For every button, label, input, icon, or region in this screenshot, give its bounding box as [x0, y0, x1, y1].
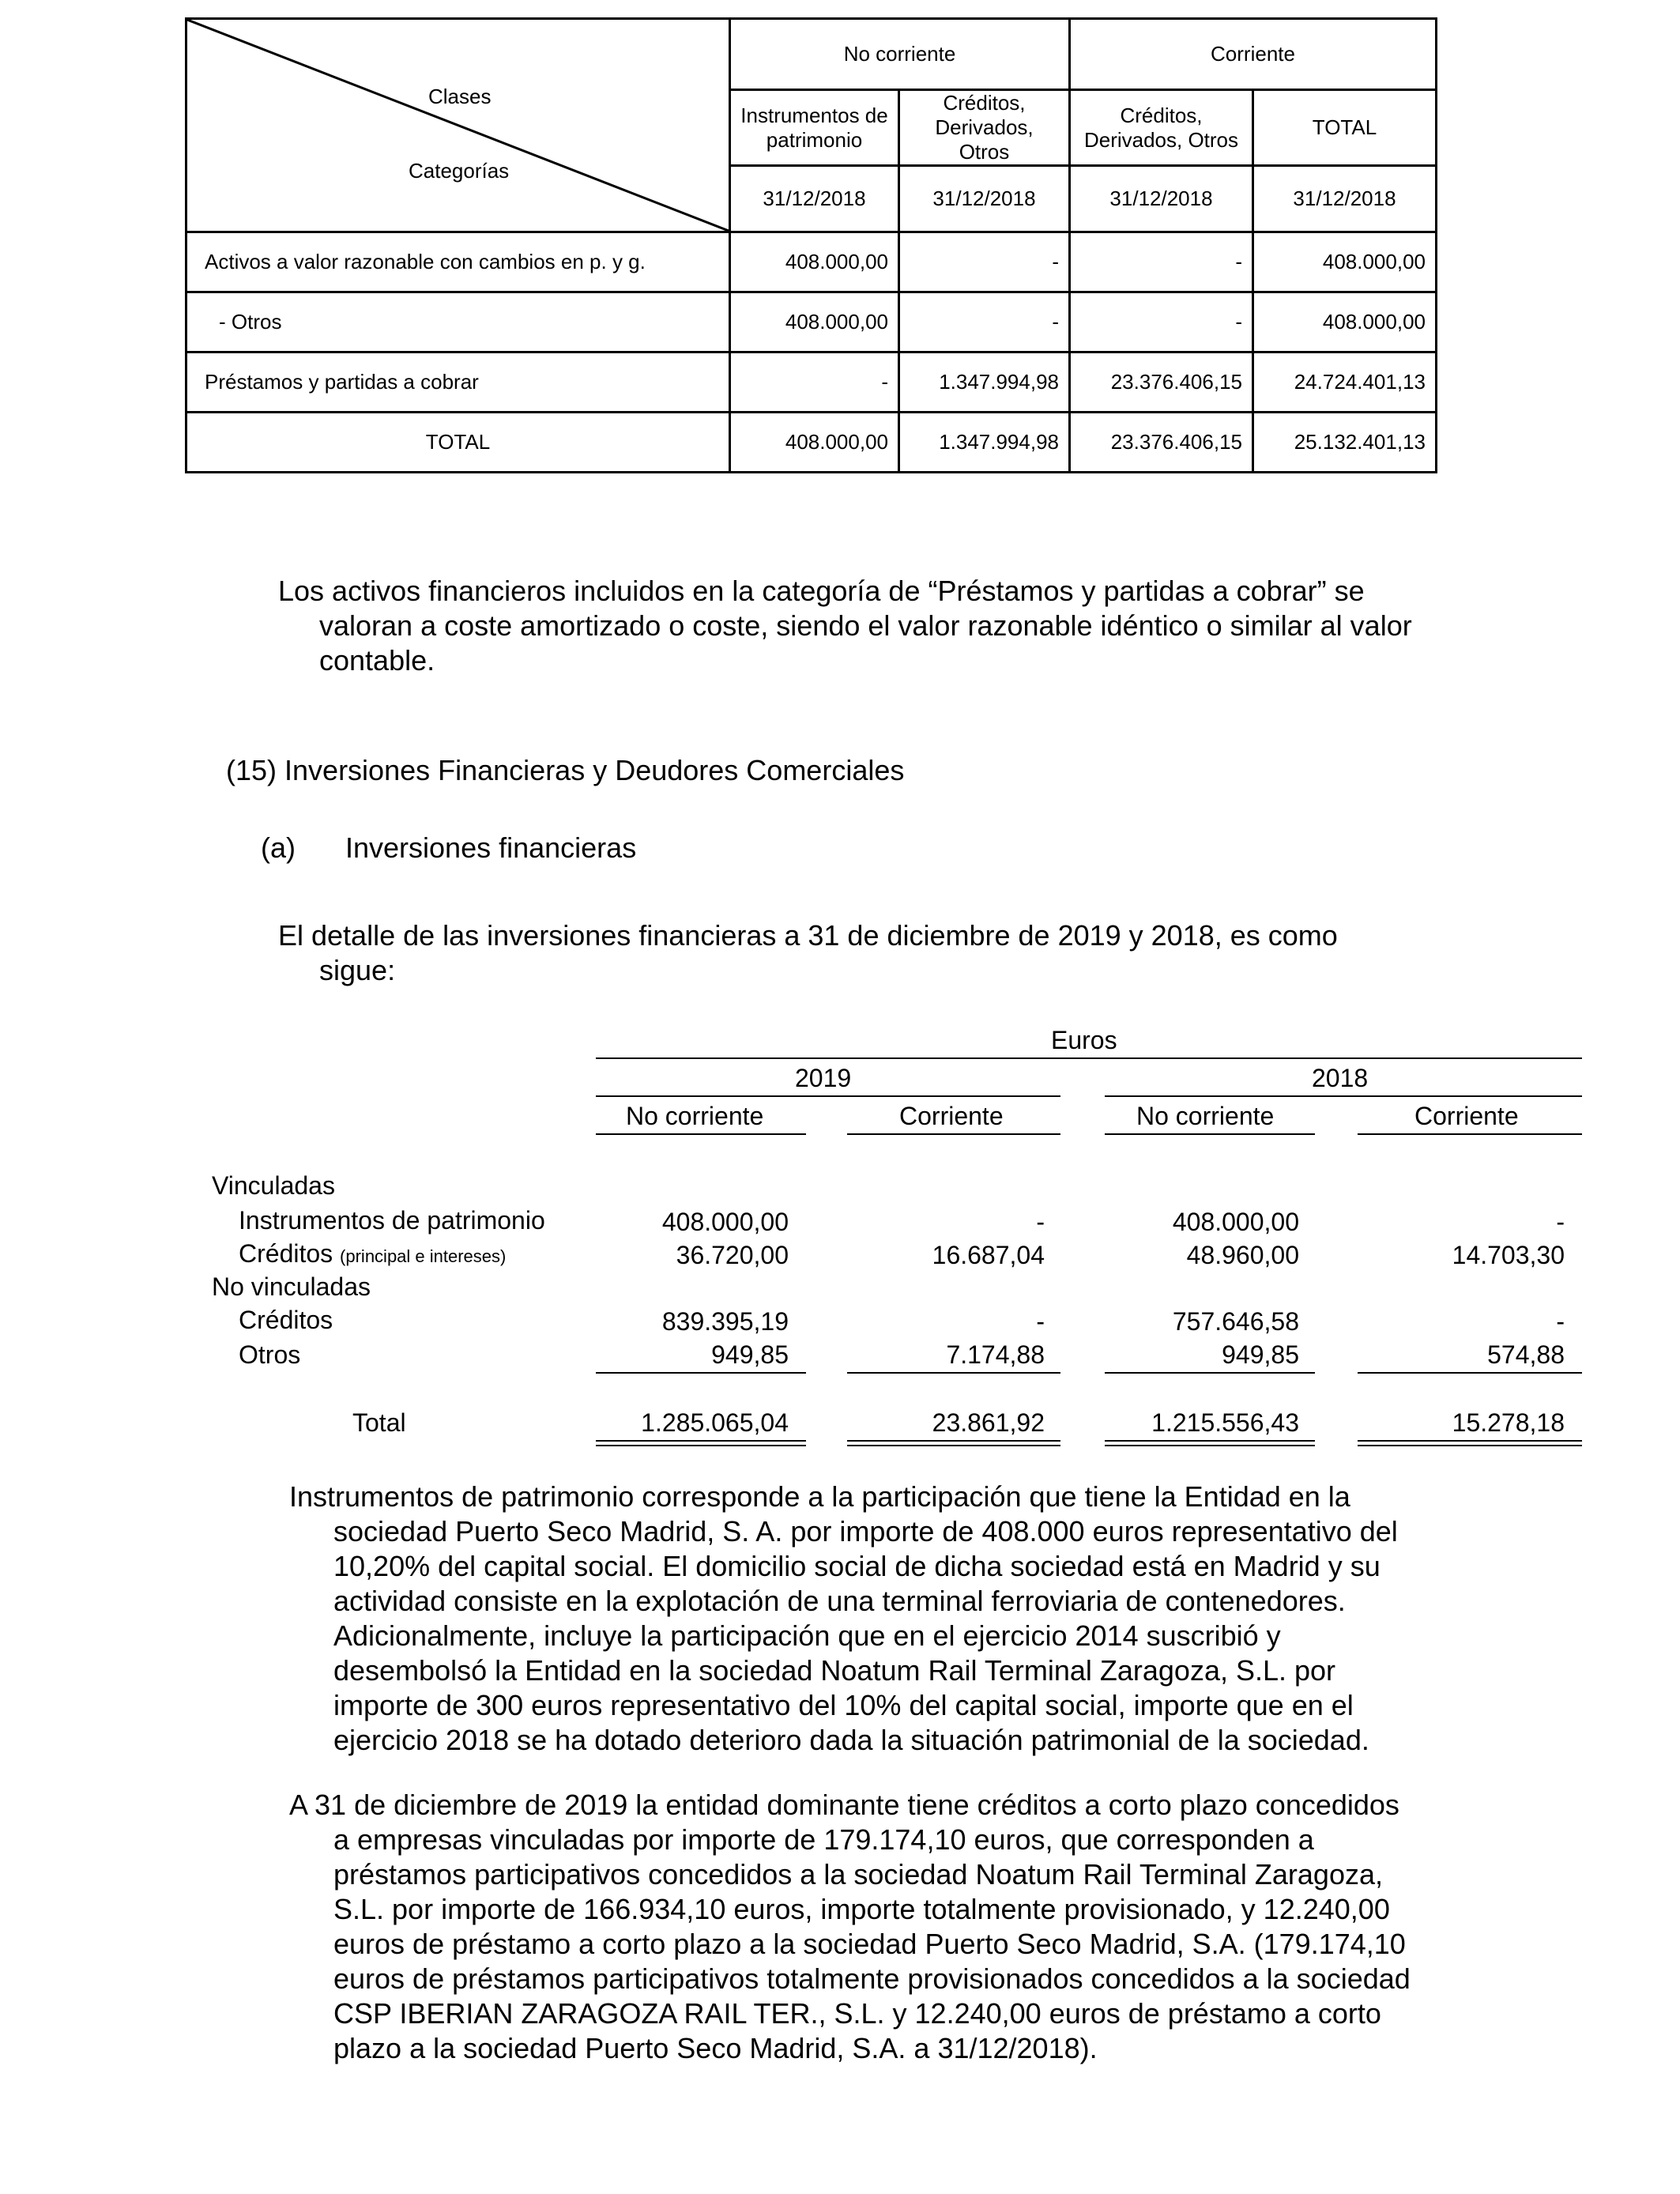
- cell-value: 757.646,58: [1172, 1307, 1299, 1336]
- subheader-rule: [596, 1133, 806, 1135]
- year-rule: [596, 1095, 1060, 1097]
- diag-bottom-label: Categorías: [409, 159, 510, 183]
- diagonal-line: [187, 20, 729, 231]
- subheader: No corriente: [626, 1102, 764, 1130]
- cell-value: 408.000,00: [1172, 1208, 1299, 1236]
- table-row: [186, 292, 1437, 352]
- cell-value: 14.703,30: [1452, 1241, 1565, 1269]
- row-label: Activos a valor razonable con cambios en p. y g.: [186, 232, 730, 292]
- table-row: [186, 232, 1437, 292]
- cell-value: -: [899, 232, 1070, 292]
- group-label: No vinculadas: [212, 1272, 371, 1301]
- paragraph-valuation: [278, 574, 1473, 678]
- subheader-rule: [1105, 1133, 1315, 1135]
- paragraph-line: ejercicio 2018 se ha dotado deterioro dada la situación patrimonial de la sociedad.: [333, 1724, 1369, 1756]
- subtotal-rule: [847, 1372, 1060, 1374]
- subheader-rule: [1358, 1133, 1582, 1135]
- cell-value: 949,85: [1222, 1340, 1299, 1369]
- col-header: Créditos, Derivados, Otros: [899, 90, 1070, 166]
- cell-value: 1.347.994,98: [899, 352, 1070, 413]
- paragraph-line: préstamos participativos concedidos a la sociedad Noatum Rail Terminal Zaragoza,: [333, 1858, 1383, 1891]
- table-total-row: [186, 413, 1437, 473]
- paragraph-line: plazo a la sociedad Puerto Seco Madrid, S.A. a 31/12/2018).: [333, 2032, 1098, 2064]
- total-rule: [1358, 1445, 1582, 1446]
- cell-value: 408.000,00: [1253, 292, 1437, 352]
- col-header: Créditos, Derivados, Otros: [1070, 90, 1253, 166]
- date-header: 31/12/2018: [1253, 166, 1437, 232]
- paragraph-line: euros de préstamos participativos totalmente provisionados concedidos a la sociedad: [333, 1962, 1411, 1995]
- cell-value: -: [1070, 292, 1253, 352]
- cell-value: 36.720,00: [676, 1241, 789, 1269]
- total-rule: [847, 1440, 1060, 1442]
- row-label: TOTAL: [186, 413, 730, 473]
- paragraph-line: sociedad Puerto Seco Madrid, S. A. por importe de 408.000 euros representativo del: [333, 1515, 1398, 1547]
- paragraph-line: valoran a coste amortizado o coste, siendo el valor razonable idéntico o similar al valor: [319, 609, 1412, 642]
- group-no-corriente: No corriente: [730, 19, 1070, 90]
- paragraph-line: 10,20% del capital social. El domicilio social de dicha sociedad está en Madrid y su: [333, 1550, 1381, 1582]
- paragraph-line: El detalle de las inversiones financieras a 31 de diciembre de 2019 y 2018, es como: [278, 919, 1338, 952]
- subheader: Corriente: [1414, 1102, 1519, 1130]
- row-label: Instrumentos de patrimonio: [239, 1206, 545, 1235]
- currency-header: Euros: [1051, 1026, 1117, 1054]
- table-row: [186, 352, 1437, 413]
- cell-value: 949,85: [711, 1340, 789, 1369]
- total-rule: [1105, 1440, 1315, 1442]
- total-rule: [1105, 1445, 1315, 1446]
- cell-value: 7.174,88: [946, 1340, 1045, 1369]
- paragraph-line: Adicionalmente, incluye la participación que en el ejercicio 2014 suscribió y: [333, 1619, 1281, 1652]
- cell-value: 408.000,00: [730, 292, 899, 352]
- paragraph-line: S.L. por importe de 166.934,10 euros, importe totalmente provisionado, y 12.240,00: [333, 1893, 1390, 1925]
- group-corriente: Corriente: [1070, 19, 1437, 90]
- cell-value: 48.960,00: [1186, 1241, 1299, 1269]
- subheader: No corriente: [1136, 1102, 1275, 1130]
- cell-value: 16.687,04: [932, 1241, 1045, 1269]
- row-label-text: Créditos: [239, 1239, 333, 1268]
- subheader: Corriente: [899, 1102, 1004, 1130]
- paragraph-short-term-credits: [289, 1788, 1473, 2066]
- total-rule: [847, 1445, 1060, 1446]
- total-label: Total: [352, 1408, 406, 1437]
- cell-value: -: [1070, 232, 1253, 292]
- cell-value: -: [1036, 1307, 1045, 1336]
- paragraph-line: euros de préstamo a corto plazo a la sociedad Puerto Seco Madrid, S.A. (179.174,10: [333, 1928, 1406, 1960]
- year-rule: [1105, 1095, 1582, 1097]
- paragraph-line: sigue:: [319, 954, 396, 986]
- total-rule: [596, 1440, 806, 1442]
- cell-value: 408.000,00: [730, 413, 899, 473]
- paragraph-equity-instruments: [289, 1480, 1473, 1758]
- cell-value: -: [1556, 1208, 1565, 1236]
- total-value: 15.278,18: [1452, 1408, 1565, 1437]
- paragraph-detail-intro: [278, 918, 1473, 988]
- total-value: 1.285.065,04: [641, 1408, 789, 1437]
- paragraph-line: importe de 300 euros representativo del 10% del capital social, importe que en el: [333, 1689, 1354, 1721]
- cell-value: 839.395,19: [661, 1307, 789, 1336]
- subtotal-rule: [596, 1372, 806, 1374]
- paragraph-line: A 31 de diciembre de 2019 la entidad dominante tiene créditos a corto plazo concedidos: [289, 1789, 1399, 1821]
- paragraph-line: contable.: [319, 644, 435, 677]
- row-label-note: (principal e intereses): [340, 1246, 507, 1266]
- year-header: 2018: [1312, 1064, 1369, 1092]
- subtotal-rule: [1358, 1372, 1582, 1374]
- subtotal-rule: [1105, 1372, 1315, 1374]
- group-label: Vinculadas: [212, 1171, 335, 1200]
- cell-value: 574,88: [1487, 1340, 1565, 1369]
- cell-value: -: [899, 292, 1070, 352]
- row-label: Préstamos y partidas a cobrar: [186, 352, 730, 413]
- total-value: 1.215.556,43: [1151, 1408, 1299, 1437]
- paragraph-line: a empresas vinculadas por importe de 179.174,10 euros, que corresponden a: [333, 1823, 1314, 1856]
- date-header: 31/12/2018: [1070, 166, 1253, 232]
- cell-value: 408.000,00: [730, 232, 899, 292]
- total-rule: [1358, 1440, 1582, 1442]
- subsection-letter: (a): [261, 831, 296, 864]
- row-label: Créditos: [239, 1306, 333, 1334]
- subsection-title: Inversiones financieras: [345, 831, 637, 864]
- cell-value: 408.000,00: [1253, 232, 1437, 292]
- section-heading: (15) Inversiones Financieras y Deudores Comerciales: [226, 754, 905, 786]
- cell-value: 23.376.406,15: [1070, 413, 1253, 473]
- cell-value: 23.376.406,15: [1070, 352, 1253, 413]
- categories-table: [185, 17, 1437, 473]
- date-header: 31/12/2018: [730, 166, 899, 232]
- subheader-rule: [847, 1133, 1060, 1135]
- year-header: 2019: [795, 1064, 852, 1092]
- cell-value: -: [1036, 1208, 1045, 1236]
- row-label: [239, 1239, 506, 1269]
- cell-value: 408.000,00: [661, 1208, 789, 1236]
- paragraph-line: Los activos financieros incluidos en la categoría de “Préstamos y partidas a cobrar” se: [278, 575, 1365, 607]
- total-value: 23.861,92: [932, 1408, 1045, 1437]
- total-rule: [596, 1445, 806, 1446]
- cell-value: 25.132.401,13: [1253, 413, 1437, 473]
- paragraph-line: desembolsó la Entidad en la sociedad Noatum Rail Terminal Zaragoza, S.L. por: [333, 1654, 1336, 1687]
- row-label: - Otros: [186, 292, 730, 352]
- cell-value: -: [1556, 1307, 1565, 1336]
- header-rule: [596, 1057, 1582, 1059]
- col-header: TOTAL: [1253, 90, 1437, 166]
- paragraph-line: actividad consiste en la explotación de una terminal ferroviaria de contenedores.: [333, 1585, 1346, 1617]
- cell-value: 24.724.401,13: [1253, 352, 1437, 413]
- row-label: Otros: [239, 1340, 301, 1369]
- diagonal-header-cell: [186, 19, 730, 232]
- cell-value: 1.347.994,98: [899, 413, 1070, 473]
- cell-value: -: [730, 352, 899, 413]
- diag-top-label: Clases: [428, 85, 492, 108]
- paragraph-line: CSP IBERIAN ZARAGOZA RAIL TER., S.L. y 12.240,00 euros de préstamo a corto: [333, 1997, 1381, 2030]
- date-header: 31/12/2018: [899, 166, 1070, 232]
- col-header: Instrumentos de patrimonio: [730, 90, 899, 166]
- paragraph-line: Instrumentos de patrimonio corresponde a la participación que tiene la Entidad en la: [289, 1480, 1350, 1513]
